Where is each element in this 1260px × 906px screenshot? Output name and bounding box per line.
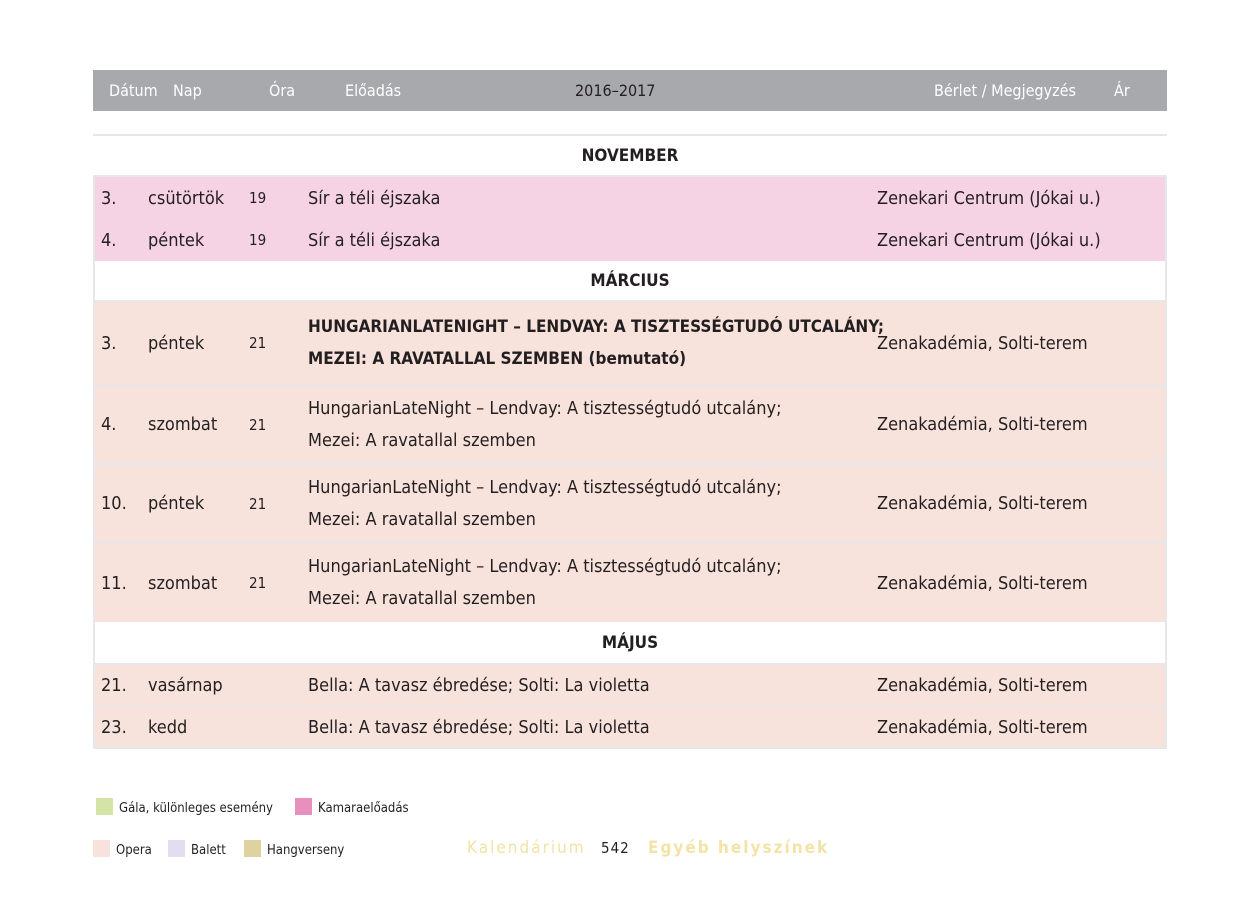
header-day: Nap [173,81,202,100]
header-subscription: Bérlet / Megjegyzés [934,81,1076,100]
row-title-line-2: MEZEI: A RAVATALLAL SZEMBEN (bemutató) [308,349,687,369]
row-date: 3. [101,332,117,354]
row-venue: Zenakadémia, Solti-terem [877,414,1088,435]
table-row [93,219,1167,261]
legend-swatch-gala [96,798,113,815]
month-heading-november: NOVEMBER [581,146,679,166]
table-right-border [1165,175,1167,749]
row-date: 4. [101,229,117,251]
legend-swatch-opera [93,840,110,857]
row-time: 19 [249,231,267,249]
row-day: csütörtök [148,187,225,209]
month-heading-majus: MÁJUS [601,633,659,653]
row-venue: Zenekari Centrum (Jókai u.) [877,229,1101,251]
table-left-border [93,175,95,749]
legend-item-gala: Gála, különleges esemény [96,798,273,816]
row-time: 19 [249,189,267,207]
row-separator [93,175,1167,177]
row-title-line-1: HUNGARIANLATENIGHT – LENDVAY: A TISZTESSÉGTUDÓ UTCALÁNY; [308,317,884,337]
row-day: vasárnap [148,675,223,696]
table-row [93,177,1167,219]
row-day: szombat [148,572,218,594]
row-date: 3. [101,187,117,209]
row-day: péntek [148,332,205,354]
row-venue: Zenakadémia, Solti-terem [877,332,1088,354]
row-date: 23. [101,717,127,738]
row-venue: Zenekari Centrum (Jókai u.) [877,187,1101,209]
row-title-line-1: HungarianLateNight – Lendvay: A tisztességtudó utcalány; [308,397,782,419]
legend-item-hangverseny: Hangverseny [244,840,344,858]
legend-swatch-hangverseny [244,840,261,857]
header-date: Dátum [109,81,158,100]
row-venue: Zenakadémia, Solti-terem [877,675,1088,696]
table-row [93,665,1167,706]
legend-swatch-balett [168,840,185,857]
row-time: 21 [249,494,267,513]
row-title-line-2: Mezei: A ravatallal szemben [308,588,536,609]
table-row [93,708,1167,747]
row-title: Sír a téli éjszaka [308,229,441,251]
header-show: Előadás [345,81,402,100]
header-season: 2016–2017 [575,81,656,100]
row-title-line-2: Mezei: A ravatallal szemben [308,508,536,530]
table-row [93,386,1167,463]
row-title: Sír a téli éjszaka [308,187,441,209]
row-day: szombat [148,414,218,435]
table-row [93,465,1167,542]
row-day: péntek [148,493,205,514]
legend-swatch-kamara [295,798,312,815]
row-date: 4. [101,414,117,435]
table-row [93,544,1167,622]
row-date: 11. [101,572,127,594]
row-date: 10. [101,493,127,514]
header-rule [93,134,1167,136]
row-venue: Zenakadémia, Solti-terem [877,572,1088,594]
table-header [93,70,1167,111]
footer-chapter-label: Egyéb helyszínek [648,838,830,858]
row-day: kedd [148,717,188,738]
row-time: 21 [249,415,267,434]
legend-item-opera: Opera [93,840,152,858]
row-title: Bella: A tavasz ébredése; Solti: La violetta [308,717,650,738]
row-venue: Zenakadémia, Solti-terem [877,717,1088,738]
row-time: 21 [249,334,267,352]
row-date: 21. [101,675,127,696]
row-title-line-1: HungarianLateNight – Lendvay: A tisztességtudó utcalány; [308,476,782,498]
header-time: Óra [269,81,296,100]
table-bottom-rule [93,747,1167,749]
row-time: 21 [249,574,267,592]
footer-section-label: Kalendárium [467,838,586,858]
legend-item-kamara: Kamaraelőadás [295,798,409,816]
header-price: Ár [1114,81,1130,100]
month-heading-marcius: MÁRCIUS [590,271,670,291]
page-number: 542 [601,839,630,857]
row-title-line-1: HungarianLateNight – Lendvay: A tisztességtudó utcalány; [308,556,782,577]
row-venue: Zenakadémia, Solti-terem [877,493,1088,514]
legend-item-balett: Balett [168,840,226,858]
row-title: Bella: A tavasz ébredése; Solti: La violetta [308,675,650,696]
row-title-line-2: Mezei: A ravatallal szemben [308,429,536,451]
table-row [93,302,1167,384]
row-day: péntek [148,229,205,251]
